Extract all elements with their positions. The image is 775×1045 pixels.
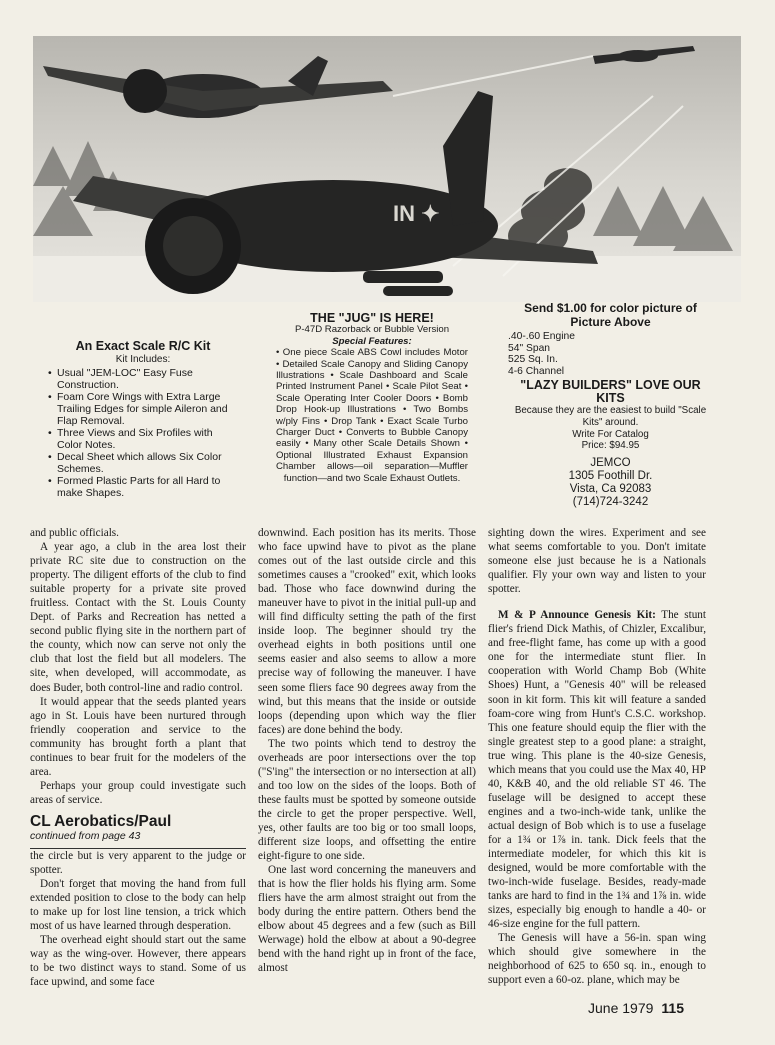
paragraph: A year ago, a club in the area lost their private RC site due to construction on the property. The diligent efforts of the club to find suitable property for a private site proved fruitless. Contact with the St. Louis County Dept. of Parks and Recreation has netted a second public flying site in the northern part of the county, which now can serve not only the club that lost the field but all modelers. The site, when developed, will accommodate, as does Buder, both control-line and radio control. bbox=[30, 541, 246, 694]
genesis-paragraph bbox=[488, 608, 706, 931]
spec-item: 525 Sq. In. bbox=[508, 354, 558, 366]
paragraph: It would appear that the seeds planted years ago in St. Louis have been nurtured through friendly cooperation and service to the community has brought forth a plant that continues to bear fruit for the modelers of the area. bbox=[30, 695, 246, 778]
spec-item: 4-6 Channel bbox=[508, 365, 565, 377]
page-footer bbox=[588, 1000, 684, 1016]
paragraph: The overhead eight should start out the same way as the wing-over. However, there appears to be two distinct ways to stand. Some of us face upwind, and some face bbox=[30, 934, 246, 989]
paragraph: Perhaps your group could investigate such areas of service. bbox=[30, 779, 246, 806]
paragraph: and public officials. bbox=[30, 527, 119, 539]
paragraph: the circle but is very apparent to the judge or spotter. bbox=[30, 849, 246, 876]
send-title: Send $1.00 for color picture of Picture Above bbox=[524, 301, 697, 329]
list-item: • Formed Plastic Parts for all Hard to make Shapes. bbox=[57, 475, 238, 499]
paragraph: One last word concerning the maneuvers and that is how the flier holds his flying arm. Some fliers have the arm almost straight out from the body during the entire pattern. Others bend the elbow about 45 degrees and a few (such as Bill Werwage) hold the elbow at about a 90-degree bend with the hand right up in front of the face, almost bbox=[258, 864, 476, 975]
paragraph: The Genesis will have a 56-in. span wing which should give somewhere in the neighborhood of 625 to 650 sq. in., enough to support even a 60-oz. plane, which may be bbox=[488, 932, 706, 987]
lazy-builders-title: "LAZY BUILDERS" LOVE OUR KITS bbox=[520, 378, 701, 406]
spec-item: .40-.60 Engine bbox=[508, 331, 575, 342]
section-continued-note: continued from page 43 bbox=[30, 829, 141, 842]
specs-list bbox=[508, 331, 713, 377]
kit-includes-label: Kit Includes: bbox=[115, 354, 171, 365]
company-name: JEMCO bbox=[590, 456, 631, 469]
kit-features-box bbox=[48, 340, 238, 499]
jug-features-box bbox=[276, 313, 468, 484]
lazy-builders-body: Because they are the easiest to build "Scale Kits" around. bbox=[514, 405, 707, 428]
article-column-1 bbox=[30, 526, 246, 989]
svg-text:IN ✦: IN ✦ bbox=[393, 201, 440, 226]
company-street: 1305 Foothill Dr. bbox=[568, 469, 653, 482]
list-item: • Foam Core Wings with Extra Large Trailing Edges for simple Aileron and Flap Removal. bbox=[57, 391, 238, 427]
kit-title: An Exact Scale R/C Kit bbox=[75, 339, 211, 353]
order-box bbox=[508, 301, 713, 509]
company-address bbox=[508, 457, 713, 509]
page-number: 115 bbox=[661, 1000, 684, 1016]
jug-title: THE "JUG" IS HERE! bbox=[310, 311, 434, 325]
jug-features-text: • One piece Scale ABS Cowl includes Motor • Detailed Scale Canopy and Sliding Canopy Illustrations • Scale Dashboard and Scale Printed Instrument Panel • Scale Pilot Seat • Scale Operating Inter Cooler Doors • Bomb Drop Hook-up Illustrations • Two Bombs w/ply Fins • Drop Tank • Exact Scale Turbo Charger Duct • Converts to Bubble Canopy easily • Many other Scale Details Shown • Optional Illustrated Exhaust Expansion Chamber allows—oil separation—Muffler function—and two Scale Exhaust Outlets. bbox=[276, 347, 468, 484]
company-phone: (714)724-3242 bbox=[572, 495, 649, 508]
spec-item: 54" Span bbox=[508, 342, 551, 354]
list-item: • Three Views and Six Profiles with Color Notes. bbox=[57, 427, 238, 451]
issue-date: June 1979 bbox=[588, 1000, 654, 1016]
catalog-line: Write For Catalog bbox=[572, 428, 649, 440]
article-column-2 bbox=[258, 526, 476, 976]
jug-version: P-47D Razorback or Bubble Version bbox=[294, 324, 450, 336]
genesis-lead: M & P Announce Genesis Kit: bbox=[498, 609, 656, 622]
paragraph: downwind. Each position has its merits. Those who face upwind have to pivot as the plane comes out of the last outside circle and this sometimes causes a "crooked" exit, which looks bad. Those who face downwind during the maneuver have to pivot in the initial pull-up and will find difficulty setting the path of the first inside loop. The beginner should try the overhead eights in both positions until one seems easier and also seems to allow a more precise way of following the maneuver. I have seen some fliers face 90 degrees away from the wind, but this means that the inside or outside loops (depending upon which way the flier faces) are done behind the body. bbox=[258, 527, 476, 736]
list-item: • Decal Sheet which allows Six Color Schemes. bbox=[57, 451, 238, 475]
section-heading: CL Aerobatics/Paul bbox=[30, 812, 172, 830]
paragraph: Don't forget that moving the hand from full extended position to close to the body can help to make up for lost line tension, a trick which most of us have learned through desperation. bbox=[30, 878, 246, 933]
paragraph: The two points which tend to destroy the overheads are poor intersections over the top ("S'ing" the intersection or no intersection at all) and too low on the sides of the loops. Both of these faults must be spotted by someone outside the circle to get the proper perspective. Well, yes, other faults are too big or too small loops, different size loops, and offsetting the entire eight-figure to one side. bbox=[258, 737, 476, 863]
kit-list bbox=[48, 367, 238, 499]
genesis-body: The stunt flier's friend Dick Mathis, of Chizler, Excalibur, and free-flight fame, has come up with a good one for the intermediate stunt flier. In cooperation with World Champ Bob (White Shoes) Hunt, a "Genesis 40" will be released soon in kit form. This kit will feature a sanded foam-core wing from Hunt's C.S.C. workshop. This one feature should equip the flier with the single greatest step to a good plane: a straight, true wing. This plane is the 40-size Genesis, which means that you could use the Max 40, HP 40, K&B 40, and the old reliable ST 46. The fuselage will be designed to accept these engines and a two-inch-wide tank, unlike the actual design of Bob which is to use a fuselage for a 1¾ or 1⅞ in. tank. Dick feels that the intermediate modeler, for which this kit is designed, would be more comfortable with the two-inch-wide fuselage. Besides, ready-made tanks are hard to find in the 1¾ and 1⅞ in. wide sizes, especially big enough to handle a 40- or 46-size engine for the full pattern. bbox=[488, 609, 706, 931]
article-column-3 bbox=[488, 526, 706, 988]
aircraft-illustration bbox=[33, 36, 741, 302]
list-item: • Usual "JEM-LOC" Easy Fuse Construction. bbox=[57, 367, 238, 391]
paragraph: sighting down the wires. Experiment and see what seems comfortable to you. Don't imitate someone else just because he is a Nationals qualifier. Fly your own way and listen to your spotter. bbox=[488, 527, 706, 596]
price-line: Price: $94.95 bbox=[581, 440, 640, 452]
company-city: Vista, Ca 92083 bbox=[569, 482, 652, 495]
jug-special-label: Special Features: bbox=[332, 335, 412, 347]
